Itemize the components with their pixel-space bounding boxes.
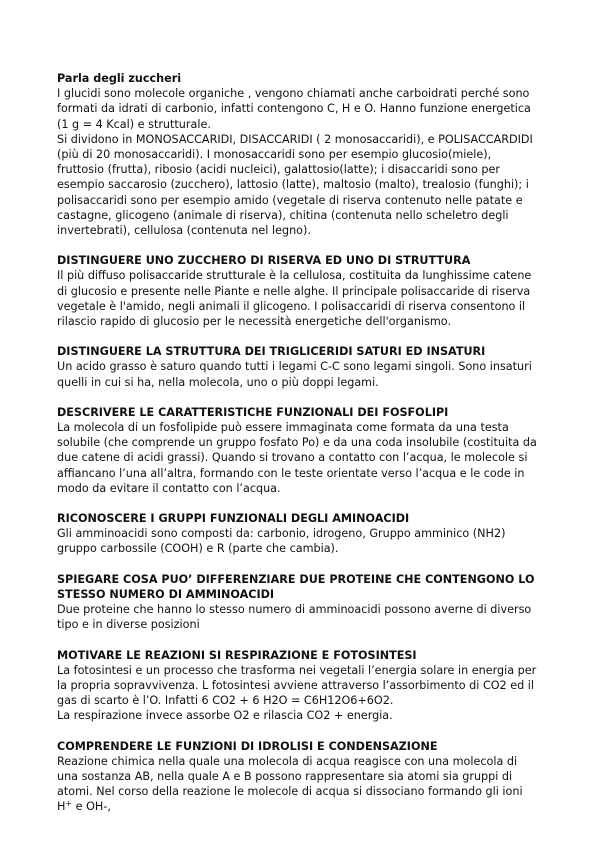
section-paragraph: Il più diffuso polisaccaride strutturale è la cellulosa, costituita da lunghissime catene di glucosio e presente nelle Piante e nelle alghe. Il principale polisaccaride di riserva vegetale è l'amido, negli animali il glicogeno. I polisaccaridi di riserva consentono il rilascio rapido di glucosio per le necessità energetiche dell'organismo.	[57, 269, 532, 329]
section	[57, 253, 541, 329]
section	[57, 572, 541, 633]
document-page	[57, 71, 541, 830]
section-paragraph: La respirazione invece assorbe O2 e rilascia CO2 + energia.	[57, 709, 393, 723]
section-heading: RICONOSCERE I GRUPPI FUNZIONALI DEGLI AMINOACIDI	[57, 512, 410, 526]
section	[57, 405, 541, 496]
section-paragraph: Gli amminoacidi sono composti da: carbonio, idrogeno, Gruppo amminico (NH2) gruppo carbossile (COOH) e R (parte che cambia).	[57, 527, 506, 556]
section-paragraph: La fotosintesi e un processo che trasforma nei vegetali l’energia solare in energia per la propria sopravvivenza. L fotosintesi avviene attraverso l’assorbimento di CO2 ed il gas di scarto è l’O. Infatti 6 CO2 + 6 H2O = C6H12O6+6O2.	[57, 663, 537, 708]
paragraph-text-end: e OH-,	[72, 800, 111, 814]
superscript-plus: +	[65, 799, 73, 809]
section-paragraph: Due proteine che hanno lo stesso numero di amminoacidi possono averne di diverso tipo e in diverse posizioni	[57, 603, 532, 632]
section	[57, 648, 541, 724]
section-heading: DESCRIVERE LE CARATTERISTICHE FUNZIONALI DEI FOSFOLIPI	[57, 405, 449, 419]
section-paragraph: La molecola di un fosfolipide può essere immaginata come formata da una testa solubile (che comprende un gruppo fosfato Po) e da una coda insolubile (costituita da due catene di acidi grassi). Quando si trovano a contatto con l’acqua, le molecole si affiancano l’una all’altra, formando con le teste orientate verso l’acqua e le code in modo da evitare il contatto con l’acqua.	[57, 421, 537, 495]
section-heading: DISTINGUERE UNO ZUCCHERO DI RISERVA ED UNO DI STRUTTURA	[57, 254, 471, 268]
section-heading: COMPRENDERE LE FUNZIONI DI IDROLISI E CONDENSAZIONE	[57, 739, 438, 753]
section	[57, 71, 541, 238]
section-paragraph: Si dividono in MONOSACCARIDI, DISACCARIDI ( 2 monosaccaridi), e POLISACCARDIDI (più di 20 monosaccaridi). I monosaccaridi sono per esempio glucosio(miele), fruttosio (frutta), ribosio (acidi nucleici), galattosio(latte); i disaccaridi sono per esempio saccarosio (zucchero), lattosio (latte), maltosio (malto), trealosio (funghi); i polisaccaridi sono per esempio amido (vegetale di riserva contenuto nelle patate e castagne, glicogeno (animale di riserva), chitina (contenuta nello scheletro degli invertebrati), cellulosa (contenuta nel legno).	[57, 132, 533, 238]
section	[57, 511, 541, 557]
section-paragraph	[57, 754, 541, 815]
section-heading: Parla degli zuccheri	[57, 72, 182, 85]
section-heading: MOTIVARE LE REAZIONI SI RESPIRAZIONE E FOTOSINTESI	[57, 648, 417, 662]
section-heading: DISTINGUERE LA STRUTTURA DEI TRIGLICERIDI SATURI ED INSATURI	[57, 345, 486, 359]
section-paragraph: Un acido grasso è saturo quando tutti i legami C-C sono legami singoli. Sono insaturi quelli in cui si ha, nella molecola, uno o più doppi legami.	[57, 360, 532, 389]
section	[57, 344, 541, 390]
section-heading: SPIEGARE COSA PUO’ DIFFERENZIARE DUE PROTEINE CHE CONTENGONO LO STESSO NUMERO DI AMMINOACIDI	[57, 572, 535, 601]
paragraph-text: Reazione chimica nella quale una molecola di acqua reagisce con una molecola di una sostanza AB, nella quale A e B possono rappresentare sia atomi sia gruppi di atomi. Nel corso della reazione le molecole di acqua si dissociano formando gli ioni H	[57, 754, 523, 814]
section-idrolisi	[57, 739, 541, 815]
section-paragraph: I glucidi sono molecole organiche , vengono chiamati anche carboidrati perché sono formati da idrati di carbonio, infatti contengono C, H e O. Hanno funzione energetica (1 g = 4 Kcal) e strutturale.	[57, 87, 531, 131]
